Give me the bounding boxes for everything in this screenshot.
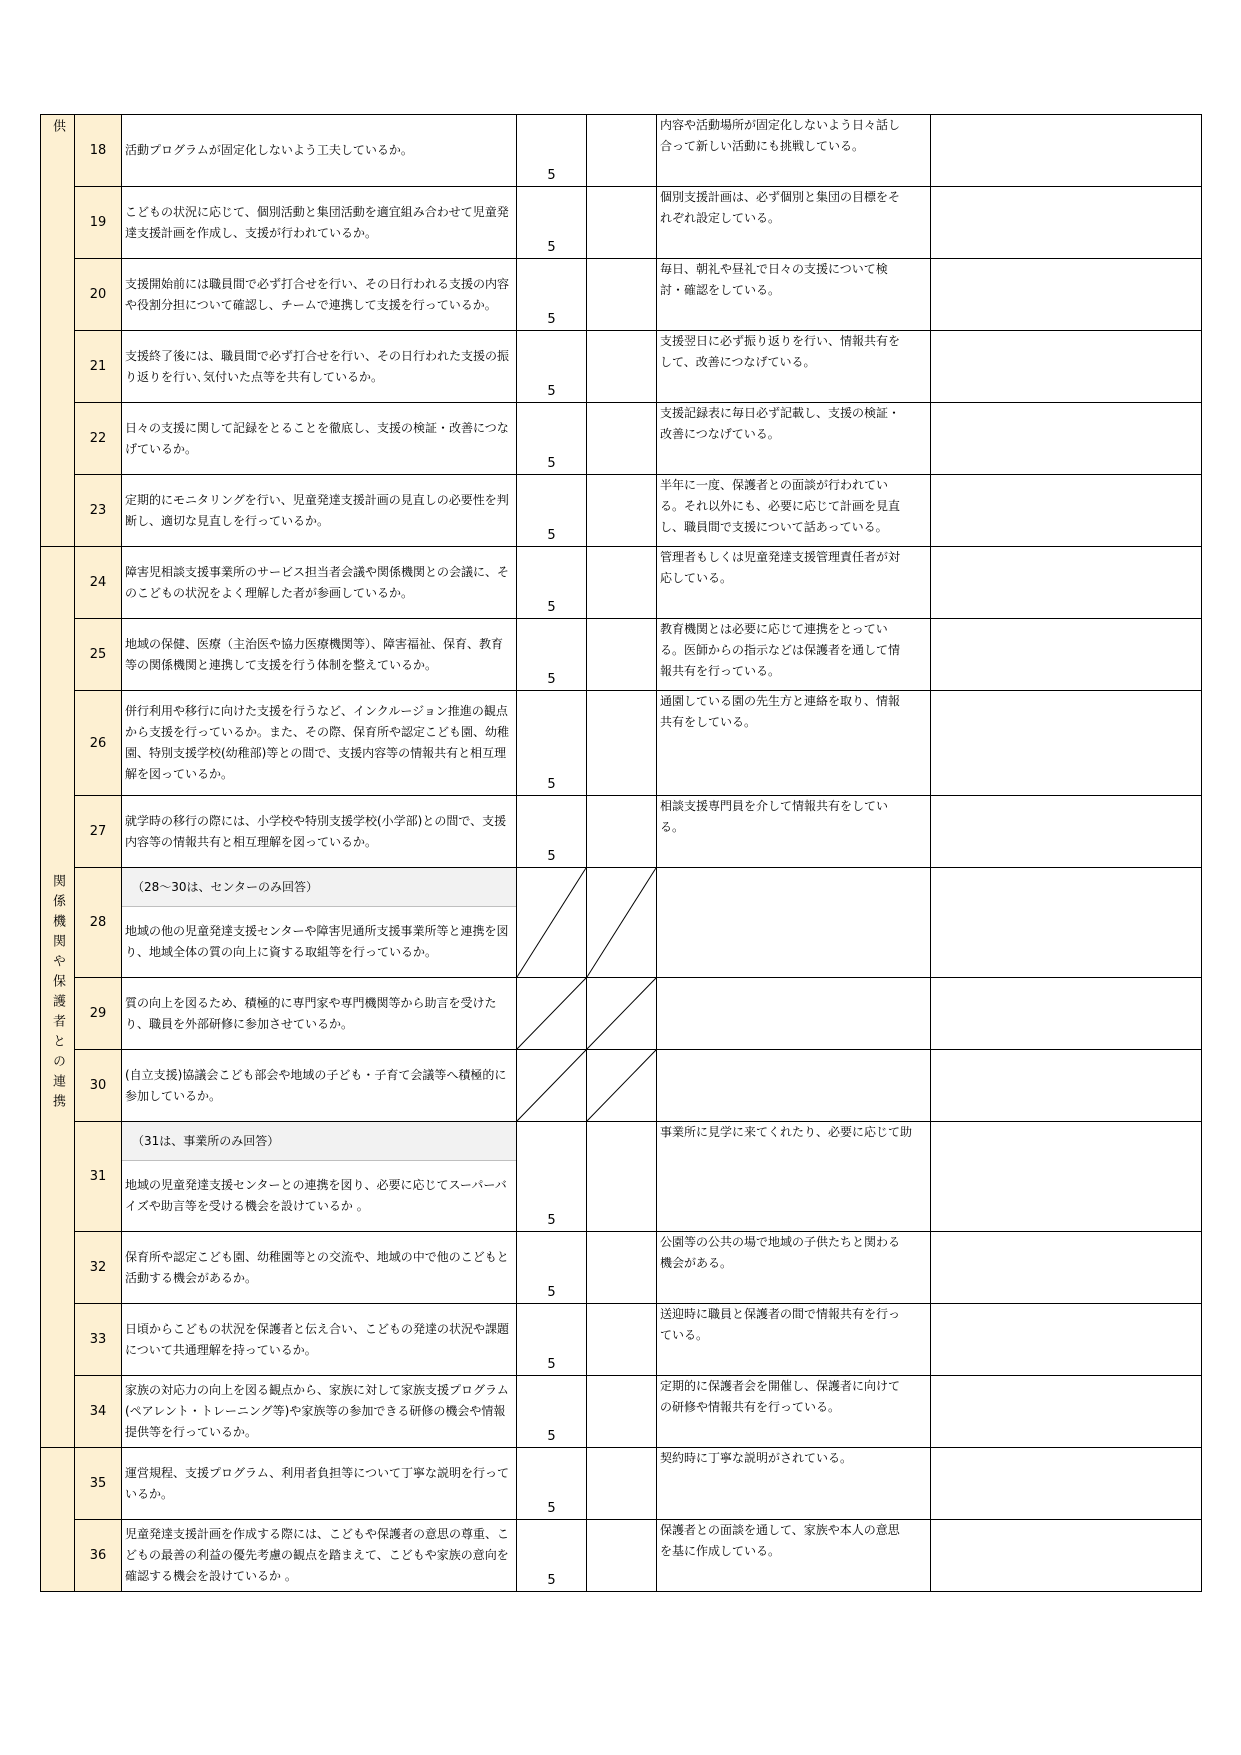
extra-cell	[931, 619, 1202, 691]
extra-cell	[931, 403, 1202, 475]
comment-text: 教育機関とは必要に応じて連携をとってい る。医師からの指示などは保護者を通して情 報共有を行っている。	[660, 622, 901, 678]
question-text: 地域の他の児童発達支援センターや障害児通所支援事業所等と連携を図り、地域全体の質の向上に資する取組等を行っているか。	[125, 924, 509, 959]
extra-cell	[931, 691, 1202, 796]
comment-cell	[657, 259, 931, 331]
comment-cell	[657, 115, 931, 187]
score-value: 5	[547, 777, 556, 792]
score-cell	[517, 796, 587, 868]
comment-cell	[657, 1520, 931, 1592]
extra-cell	[931, 1448, 1202, 1520]
category-cell-collaboration	[41, 547, 75, 1448]
score-cell	[517, 691, 587, 796]
question-text: 家族の対応力の向上を図る観点から、家族に対して家族支援プログラム(ペアレント・トレーニング等)や家族等の参加できる研修の機会や情報提供等を行っているか。	[125, 1383, 509, 1439]
score-cell	[517, 547, 587, 619]
item-number: 25	[75, 619, 122, 691]
score-value: 5	[547, 1357, 556, 1372]
extra-cell	[931, 978, 1202, 1050]
score-cell	[517, 187, 587, 259]
category-cell-bottom	[41, 1448, 75, 1592]
question-cell	[122, 978, 517, 1050]
table-row	[41, 547, 1202, 619]
item-number: 27	[75, 796, 122, 868]
question-cell	[122, 187, 517, 259]
score-value: 5	[547, 1501, 556, 1516]
table-row	[41, 259, 1202, 331]
question-cell	[122, 868, 517, 978]
score-value: 5	[547, 600, 556, 615]
comment-cell	[657, 1376, 931, 1448]
comment-text: 個別支援計画は、必ず個別と集団の目標をそ れぞれ設定している。	[660, 190, 901, 225]
comment-text: 公園等の公共の場で地域の子供たちと関わる 機会がある。	[660, 1235, 901, 1270]
score-cell	[517, 1520, 587, 1592]
comment-cell	[657, 547, 931, 619]
extra-cell	[931, 1520, 1202, 1592]
question-text: 支援終了後には、職員間で必ず打合せを行い、その日行われた支援の振り返りを行い､気付いた点等を共有しているか。	[125, 348, 510, 384]
question-cell	[122, 331, 517, 403]
comment-text: 支援記録表に毎日必ず記載し、支援の検証・ 改善につなげている。	[660, 406, 901, 441]
score-value: 5	[547, 240, 556, 255]
table-row	[41, 475, 1202, 547]
blank-cell	[587, 331, 657, 403]
blank-cell	[587, 187, 657, 259]
comment-cell	[657, 187, 931, 259]
comment-cell	[657, 1050, 931, 1122]
table-row	[41, 1448, 1202, 1520]
score-cell	[517, 868, 587, 978]
question-cell	[122, 547, 517, 619]
question-text: 児童発達支援計画を作成する際には、こどもや保護者の意思の尊重、こどもの最善の利益の優先考慮の観点を踏まえて、こどもや家族の意向を確認する機会を設けているか 。	[125, 1527, 510, 1583]
not-applicable-slash	[517, 1050, 586, 1121]
score-cell	[517, 1376, 587, 1448]
not-applicable-slash	[587, 978, 656, 1049]
score-value: 5	[547, 672, 556, 687]
question-text: 日頃からこどもの状況を保護者と伝え合い、こどもの発達の状況や課題について共通理解を持っているか。	[125, 1321, 510, 1357]
item-number: 35	[75, 1448, 122, 1520]
item-number: 31	[75, 1122, 122, 1232]
question-text: 活動プログラムが固定化しないよう工夫しているか。	[125, 143, 413, 157]
table-row	[41, 187, 1202, 259]
blank-cell	[587, 978, 657, 1050]
not-applicable-slash	[587, 1050, 656, 1121]
comment-text: 内容や活動場所が固定化しないよう日々話し 合って新しい活動にも挑戦している。	[660, 118, 901, 153]
score-cell	[517, 619, 587, 691]
question-cell	[122, 691, 517, 796]
table-row	[41, 115, 1202, 187]
comment-text: 定期的に保護者会を開催し、保護者に向けて の研修や情報共有を行っている。	[660, 1379, 901, 1414]
extra-cell	[931, 331, 1202, 403]
extra-cell	[931, 796, 1202, 868]
score-cell	[517, 403, 587, 475]
score-cell	[517, 1050, 587, 1122]
table-row	[41, 1304, 1202, 1376]
blank-cell	[587, 1050, 657, 1122]
score-value: 5	[547, 1573, 556, 1588]
extra-cell	[931, 1304, 1202, 1376]
item-number: 29	[75, 978, 122, 1050]
table-row	[41, 1232, 1202, 1304]
score-value: 5	[547, 528, 556, 543]
blank-cell	[587, 619, 657, 691]
item-number: 23	[75, 475, 122, 547]
question-text: こどもの状況に応じて、個別活動と集団活動を適宜組み合わせて児童発達支援計画を作成し、支援が行われているか。	[125, 204, 509, 240]
table-row	[41, 796, 1202, 868]
category-cell-top	[41, 115, 75, 547]
question-cell	[122, 475, 517, 547]
table-row	[41, 1050, 1202, 1122]
item-number: 34	[75, 1376, 122, 1448]
extra-cell	[931, 1050, 1202, 1122]
question-cell	[122, 1376, 517, 1448]
score-cell	[517, 1304, 587, 1376]
table-row	[41, 331, 1202, 403]
comment-text: 管理者もしくは児童発達支援管理責任者が対 応している。	[660, 550, 901, 585]
blank-cell	[587, 796, 657, 868]
category-label: 関係機関や保護者との連携	[50, 873, 65, 1114]
comment-text: 通園している園の先生方と連絡を取り、情報 共有をしている。	[660, 694, 901, 729]
comment-text: 支援翌日に必ず振り返りを行い、情報共有を して、改善につなげている。	[660, 334, 901, 369]
not-applicable-slash	[517, 868, 586, 977]
blank-cell	[587, 1376, 657, 1448]
score-value: 5	[547, 1429, 556, 1444]
question-text: 併行利用や移行に向けた支援を行うなど、インクルージョン推進の観点から支援を行っているか。また、その際、保育所や認定こども園、幼稚園、特別支援学校(幼稚部)等との間で、支援内容等の情報共有と相互理解を図っているか。	[125, 704, 510, 781]
comment-text: 相談支援専門員を介して情報共有をしてい る。	[660, 799, 889, 834]
blank-cell	[587, 547, 657, 619]
table-row	[41, 868, 1202, 978]
score-cell	[517, 331, 587, 403]
extra-cell	[931, 1122, 1202, 1232]
comment-cell	[657, 475, 931, 547]
question-cell	[122, 1122, 517, 1232]
item-number: 32	[75, 1232, 122, 1304]
question-text: 地域の保健、医療（主治医や協力医療機関等）、障害福祉、保育、教育等の関係機関と連携して支援を行う体制を整えているか。	[125, 636, 504, 672]
question-text: 障害児相談支援事業所のサービス担当者会議や関係機関との会議に、そのこどもの状況をよく理解した者が参画しているか。	[125, 564, 510, 600]
blank-cell	[587, 475, 657, 547]
answer-scope-note: （28～30は、センターのみ回答）	[122, 868, 516, 907]
score-cell	[517, 1232, 587, 1304]
item-number: 24	[75, 547, 122, 619]
score-cell	[517, 115, 587, 187]
question-text: (自立支援)協議会こども部会や地域の子ども・子育て会議等へ積極的に参加しているか。	[125, 1067, 507, 1103]
item-number: 33	[75, 1304, 122, 1376]
item-number: 26	[75, 691, 122, 796]
score-value: 5	[547, 384, 556, 399]
table-row	[41, 691, 1202, 796]
question-cell	[122, 403, 517, 475]
blank-cell	[587, 691, 657, 796]
item-number: 28	[75, 868, 122, 978]
blank-cell	[587, 868, 657, 978]
extra-cell	[931, 1232, 1202, 1304]
comment-text: 保護者との面談を通して、家族や本人の意思 を基に作成している。	[660, 1523, 900, 1558]
table-row	[41, 1520, 1202, 1592]
blank-cell	[587, 1520, 657, 1592]
comment-cell	[657, 691, 931, 796]
question-text: 支援開始前には職員間で必ず打合せを行い、その日行われる支援の内容や役割分担について確認し、チームで連携して支援を行っているか。	[125, 276, 510, 312]
blank-cell	[587, 1448, 657, 1520]
comment-cell	[657, 868, 931, 978]
question-text: 定期的にモニタリングを行い、児童発達支援計画の見直しの必要性を判断し、適切な見直しを行っているか。	[125, 492, 509, 528]
table-row	[41, 619, 1202, 691]
table-row	[41, 978, 1202, 1050]
item-number: 22	[75, 403, 122, 475]
score-value: 5	[547, 849, 556, 864]
blank-cell	[587, 1122, 657, 1232]
score-cell	[517, 475, 587, 547]
comment-text: 契約時に丁寧な説明がされている。	[660, 1451, 853, 1465]
score-value: 5	[547, 312, 556, 327]
evaluation-table	[40, 114, 1202, 1592]
score-value: 5	[547, 1213, 556, 1228]
question-text: 保育所や認定こども園、幼稚園等との交流や、地域の中で他のこどもと活動する機会があるか。	[125, 1249, 509, 1285]
blank-cell	[587, 115, 657, 187]
question-text: 質の向上を図るため、積極的に専門家や専門機関等から助言を受けたり、職員を外部研修に参加させているか。	[125, 995, 497, 1031]
comment-cell	[657, 796, 931, 868]
table-row	[41, 1122, 1202, 1232]
blank-cell	[587, 1232, 657, 1304]
extra-cell	[931, 547, 1202, 619]
comment-cell	[657, 331, 931, 403]
question-text: 就学時の移行の際には、小学校や特別支援学校(小学部)との間で、支援内容等の情報共有と相互理解を図っているか。	[125, 813, 507, 849]
score-cell	[517, 978, 587, 1050]
blank-cell	[587, 403, 657, 475]
item-number: 36	[75, 1520, 122, 1592]
question-cell	[122, 1520, 517, 1592]
table-row	[41, 1376, 1202, 1448]
score-value: 5	[547, 168, 556, 183]
item-number: 20	[75, 259, 122, 331]
not-applicable-slash	[587, 868, 656, 977]
item-number: 18	[75, 115, 122, 187]
question-cell	[122, 796, 517, 868]
comment-cell	[657, 1448, 931, 1520]
score-value: 5	[547, 1285, 556, 1300]
score-value: 5	[547, 456, 556, 471]
score-cell	[517, 259, 587, 331]
item-number: 21	[75, 331, 122, 403]
question-text: 地域の児童発達支援センターとの連携を図り、必要に応じてスーパーバイズや助言等を受ける機会を設けているか 。	[125, 1178, 507, 1213]
question-cell	[122, 619, 517, 691]
item-number: 19	[75, 187, 122, 259]
comment-cell	[657, 1122, 931, 1232]
comment-text: 半年に一度、保護者との面談が行われてい る。それ以外にも、必要に応じて計画を見直 し、職員間で支援について話あっている。	[660, 478, 901, 534]
comment-cell	[657, 978, 931, 1050]
comment-text: 毎日、朝礼や昼礼で日々の支援について検 討・確認をしている。	[660, 262, 888, 297]
item-number: 30	[75, 1050, 122, 1122]
question-cell	[122, 1232, 517, 1304]
table-row	[41, 403, 1202, 475]
category-label: 供	[50, 119, 65, 139]
score-cell	[517, 1122, 587, 1232]
extra-cell	[931, 259, 1202, 331]
question-cell	[122, 1050, 517, 1122]
question-cell	[122, 259, 517, 331]
not-applicable-slash	[517, 978, 586, 1049]
answer-scope-note: （31は、事業所のみ回答）	[122, 1122, 516, 1161]
comment-text: 送迎時に職員と保護者の間で情報共有を行っ ている。	[660, 1307, 901, 1342]
extra-cell	[931, 475, 1202, 547]
question-text: 運営規程、支援プログラム、利用者負担等について丁寧な説明を行っているか。	[125, 1465, 510, 1501]
comment-cell	[657, 1232, 931, 1304]
extra-cell	[931, 187, 1202, 259]
extra-cell	[931, 1376, 1202, 1448]
question-cell	[122, 1304, 517, 1376]
extra-cell	[931, 868, 1202, 978]
comment-cell	[657, 1304, 931, 1376]
extra-cell	[931, 115, 1202, 187]
question-cell	[122, 115, 517, 187]
question-cell	[122, 1448, 517, 1520]
comment-cell	[657, 619, 931, 691]
comment-cell	[657, 403, 931, 475]
score-cell	[517, 1448, 587, 1520]
blank-cell	[587, 259, 657, 331]
comment-text: 事業所に見学に来てくれたり、必要に応じて助	[660, 1125, 913, 1139]
blank-cell	[587, 1304, 657, 1376]
question-text: 日々の支援に関して記録をとることを徹底し、支援の検証・改善につなげているか。	[125, 420, 509, 456]
